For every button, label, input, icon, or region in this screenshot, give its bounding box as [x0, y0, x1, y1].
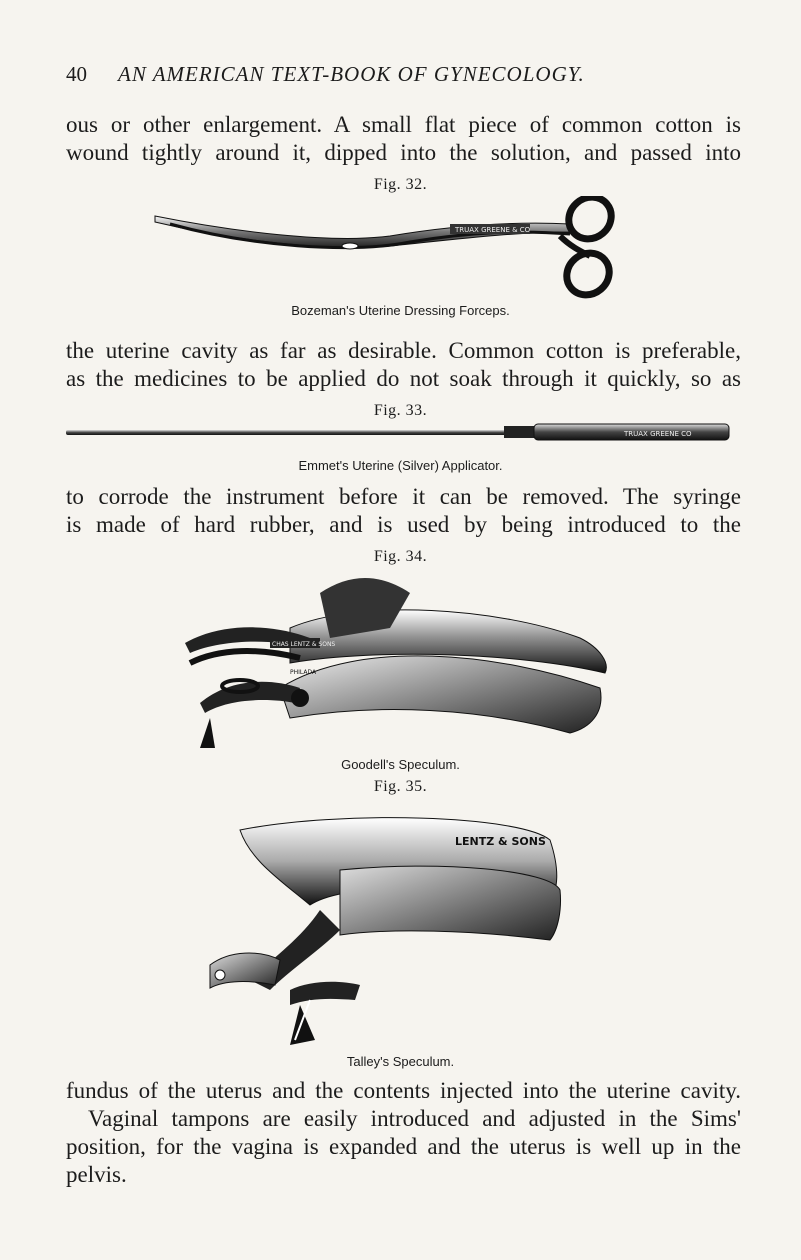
- figure-33-applicator-illustration: [64, 420, 744, 446]
- text-line: wound tightly around it, dipped into the solution, and passed into: [66, 140, 741, 165]
- paragraph-4: [66, 1077, 741, 1189]
- text-line: pelvis.: [66, 1162, 127, 1187]
- paragraph-3: [66, 483, 741, 539]
- figure-34-label: Fig. 34.: [373, 548, 428, 565]
- engraving: CHAS LENTZ & SONS: [272, 641, 336, 648]
- figure-32-caption: Bozeman's Uterine Dressing Forceps.: [291, 303, 510, 318]
- text-line: the uterine cavity as far as desirable. Common cotton is preferable,: [66, 338, 741, 363]
- figure-35-label: Fig. 35.: [373, 778, 428, 795]
- figure-32-label: Fig. 32.: [373, 176, 428, 193]
- text-line: fundus of the uterus and the contents injected into the uterine cavity.: [66, 1078, 741, 1103]
- text-line: to corrode the instrument before it can be removed. The syringe: [66, 484, 741, 509]
- figure-35-speculum-illustration: [190, 810, 610, 1050]
- paragraph-2: [66, 337, 741, 393]
- paragraph-1: [66, 111, 741, 167]
- text-line: ous or other enlargement. A small flat piece of common cotton is: [66, 112, 741, 137]
- running-header: [66, 62, 742, 88]
- text-line: as the medicines to be applied do not soak through it quickly, so as: [66, 366, 741, 391]
- figure-34-caption: Goodell's Speculum.: [341, 757, 460, 772]
- figure-33-caption: Emmet's Uterine (Silver) Applicator.: [298, 458, 503, 473]
- figure-33-label: Fig. 33.: [373, 402, 428, 419]
- figure-34-speculum-illustration: [180, 568, 620, 750]
- page-number: 40: [66, 62, 87, 86]
- text-line: Vaginal tampons are easily introduced and adjusted in the Sims': [88, 1106, 741, 1131]
- running-title: AN AMERICAN TEXT-BOOK OF GYNECOLOGY.: [118, 62, 585, 86]
- figure-35-caption: Talley's Speculum.: [346, 1054, 455, 1069]
- engraving: TRUAX GREENE CO: [624, 430, 692, 438]
- engraving: LENTZ & SONS: [455, 835, 546, 848]
- engraving: TRUAX GREENE & CO: [455, 226, 531, 234]
- text-line: position, for the vagina is expanded and the uterus is well up in the: [66, 1134, 741, 1159]
- engraving: PHILADA: [290, 669, 317, 676]
- text-line: is made of hard rubber, and is used by being introduced to the: [66, 512, 741, 537]
- figure-32-forceps-illustration: [150, 196, 630, 306]
